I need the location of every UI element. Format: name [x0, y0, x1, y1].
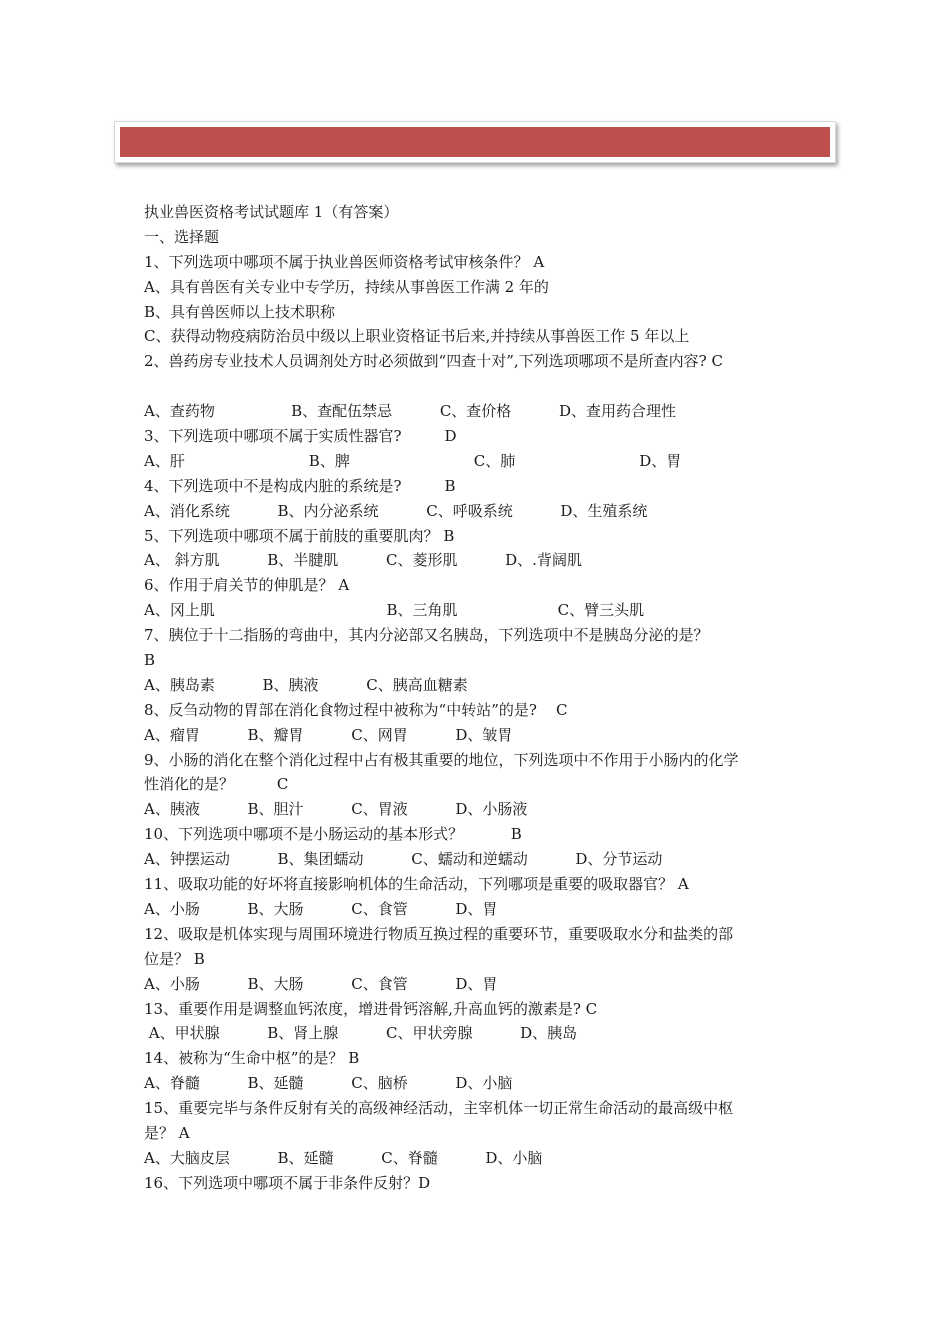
document-title: 执业兽医资格考试试题库 1（有答案） — [144, 203, 399, 221]
text-line: B — [144, 651, 156, 670]
header-banner — [114, 121, 836, 163]
text-line: A、胰液 B、胆汁 C、胃液 D、小肠液 — [144, 800, 528, 819]
text-line: 5、下列选项中哪项不属于前肢的重要肌肉？ B — [144, 526, 455, 545]
text-line: 6、作用于肩关节的伸肌是？ A — [144, 576, 350, 595]
text-line: A、具有兽医有关专业中专学历，持续从事兽医工作满 2 年的 — [144, 277, 549, 296]
text-line: 7、胰位于十二指肠的弯曲中，其内分泌部又名胰岛，下列选项中不是胰岛分泌的是？ — [144, 626, 709, 645]
text-line: 位是？ B — [144, 949, 205, 968]
text-line: 16、下列选项中哪项不属于非条件反射？D — [144, 1173, 431, 1192]
text-line: A、脊髓 B、延髓 C、脑桥 D、小脑 — [144, 1074, 513, 1093]
text-line: 10、下列选项中哪项不是小肠运动的基本形式？ B — [144, 825, 522, 844]
text-line: 13、重要作用是调整血钙浓度，增进骨钙溶解,升高血钙的激素是? C — [144, 999, 598, 1018]
text-line: 是？ A — [144, 1123, 190, 1142]
text-line: A、胰岛素 B、胰液 C、胰高血糖素 — [144, 675, 468, 694]
blank-line — [144, 374, 816, 399]
text-line: 4、下列选项中不是构成内脏的系统是? B — [144, 476, 456, 495]
text-line: 2、兽药房专业技术人员调剂处方时必须做到“四查十对”,下列选项哪项不是所查内容? C — [144, 352, 723, 371]
text-line: A、查药物 B、查配伍禁忌 C、查价格 D、查用药合理性 — [144, 402, 677, 421]
text-line: 11、吸取功能的好坏将直接影响机体的生命活动，下列哪项是重要的吸取器官？ A — [144, 875, 689, 894]
text-line: A、肝 B、脾 C、肺 D、胃 — [144, 451, 682, 470]
text-line: A、小肠 B、大肠 C、食管 D、胃 — [144, 974, 498, 993]
text-line: A、小肠 B、大肠 C、食管 D、胃 — [144, 899, 498, 918]
text-line: 9、小肠的消化在整个消化过程中占有极其重要的地位，下列选项中不作用于小肠内的化学 — [144, 750, 739, 769]
text-line: 3、下列选项中哪项不属于实质性器官? D — [144, 427, 457, 446]
text-line: 14、被称为“生命中枢”的是？ B — [144, 1049, 360, 1068]
section-heading: 一、选择题 — [144, 227, 220, 246]
banner-bar — [120, 127, 830, 157]
text-line: C、获得动物疫病防治员中级以上职业资格证书后来,并持续从事兽医工作 5 年以上 — [144, 327, 690, 346]
text-line: A、瘤胃 B、瓣胃 C、网胃 D、皱胃 — [144, 725, 513, 744]
text-line: 15、重要完毕与条件反射有关的高级神经活动，主宰机体一切正常生命活动的最高级中枢 — [144, 1099, 734, 1118]
text-line: A、消化系统 B、内分泌系统 C、呼吸系统 D、生殖系统 — [144, 501, 648, 520]
text-line: A、 斜方肌 B、半腱肌 C、菱形肌 D、.背阔肌 — [144, 551, 582, 570]
document-body — [144, 200, 816, 1196]
text-line: A、甲状腺 B、肾上腺 C、甲状旁腺 D、胰岛 — [144, 1024, 578, 1043]
text-line: 8、反刍动物的胃部在消化食物过程中被称为“中转站”的是? C — [144, 700, 568, 719]
text-line: B、具有兽医师以上技术职称 — [144, 302, 336, 321]
text-line: 1、下列选项中哪项不属于执业兽医师资格考试审核条件？ A — [144, 252, 545, 271]
text-line: A、大脑皮层 B、延髓 C、脊髓 D、小脑 — [144, 1148, 543, 1167]
text-line: 性消化的是？ C — [144, 775, 289, 794]
question-list — [144, 250, 816, 1196]
text-line: A、冈上肌 B、三角肌 C、臂三头肌 — [144, 601, 645, 620]
text-line: A、钟摆运动 B、集团蠕动 C、蠕动和逆蠕动 D、分节运动 — [144, 850, 663, 869]
text-line: 12、吸取是机体实现与周围环境进行物质互换过程的重要环节，重要吸取水分和盐类的部 — [144, 924, 734, 943]
